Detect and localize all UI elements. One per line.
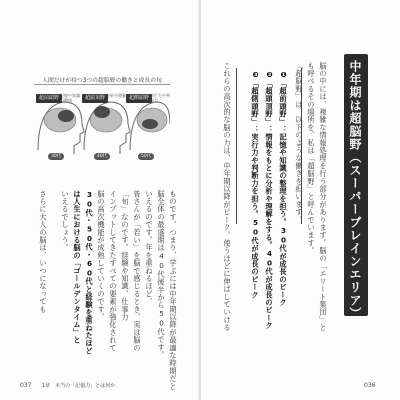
head-3-illustration	[130, 102, 170, 150]
left-body-line-2: 脳全体の最盛期は40代後半から50代です。	[157, 190, 166, 359]
figure-tag-2: 超頭頂野	[82, 94, 108, 103]
left-body-line-5: 「旬」なのです。経験や知識、仕事力	[121, 190, 130, 321]
feature-item-3: ❸「超側頭野」：実行力や判断力を担う。50代が成長のピーク	[251, 70, 260, 299]
left-body-line-4: 皆さんが「若い」を脳で感じるとき、実は脳の	[133, 190, 142, 352]
right-body-line-2: も呼べるその場所を、私は「超脳野」と呼んでいます。	[307, 62, 316, 255]
figure-age-2: 40代	[94, 153, 110, 160]
feature-item-2: ❷「超頭頂野」：情報をもとに分析や理解をする。40代が成長のピーク	[265, 70, 274, 330]
figure-note-2: 分析や理解	[106, 93, 126, 98]
figure-tag-1: 超前頭野	[36, 94, 62, 103]
figure-title: 人間だけが持つ3つの超脳野の働きと成長の旬	[42, 78, 162, 84]
figure-title-rule	[34, 84, 170, 85]
figure-note-1: 記憶や知識の整理	[60, 93, 80, 103]
page-number-right: 036	[364, 382, 376, 389]
feature-item-1: ❶「超前頭野」：記憶や知識の整理を担う。30代が成長のピーク	[279, 70, 288, 307]
right-body-line-4: これらの高次的な脳の力は、中年期以降がピーク。使うほどに伸ばしていける	[223, 62, 232, 332]
figure-note-3: 実行力や判断力	[150, 93, 170, 103]
figure-age-3: 50代	[138, 153, 154, 160]
right-body-line-1: 脳の中には、複雑な情報処理を行う部分があります。脳の「エリート集団」と	[319, 62, 328, 332]
left-body-line-11: さらに大人の脳は、いつになっても	[39, 190, 48, 314]
left-body-line-3: いえるのです。年を重ねるほど、	[145, 190, 154, 306]
left-body-line-10: いえるでしょう。	[61, 190, 70, 252]
figure-age-1: 30代	[48, 153, 64, 160]
left-body-line-7: 脳の高次機能が成熟していくのです。	[97, 190, 106, 321]
left-body-line-1: ものです。つまり、学ぶには中年期以降が最適な時期だと	[169, 190, 178, 391]
left-body-line-9: は人生における脳の「ゴールデンタイム」と	[73, 190, 82, 344]
right-body-line-3: 「超脳野」は、以下のような働きを担います。	[295, 62, 304, 224]
figure-tag-3: 超側頭野	[126, 94, 152, 103]
chapter-title: 中年期は超脳野（スーパーブレインエリア）の成長期	[348, 60, 362, 372]
head-2-illustration	[84, 102, 130, 154]
left-body-line-6: インプットしてきたすべての要素が強化されて	[109, 190, 118, 352]
running-head-left: 1章 本当の「記憶力」とは何か	[42, 383, 116, 389]
head-1-illustration	[38, 102, 84, 154]
page-number-left: 037	[20, 382, 32, 389]
left-body-line-8: 30代・50代・60代と経験を重ねたほど	[85, 190, 94, 355]
